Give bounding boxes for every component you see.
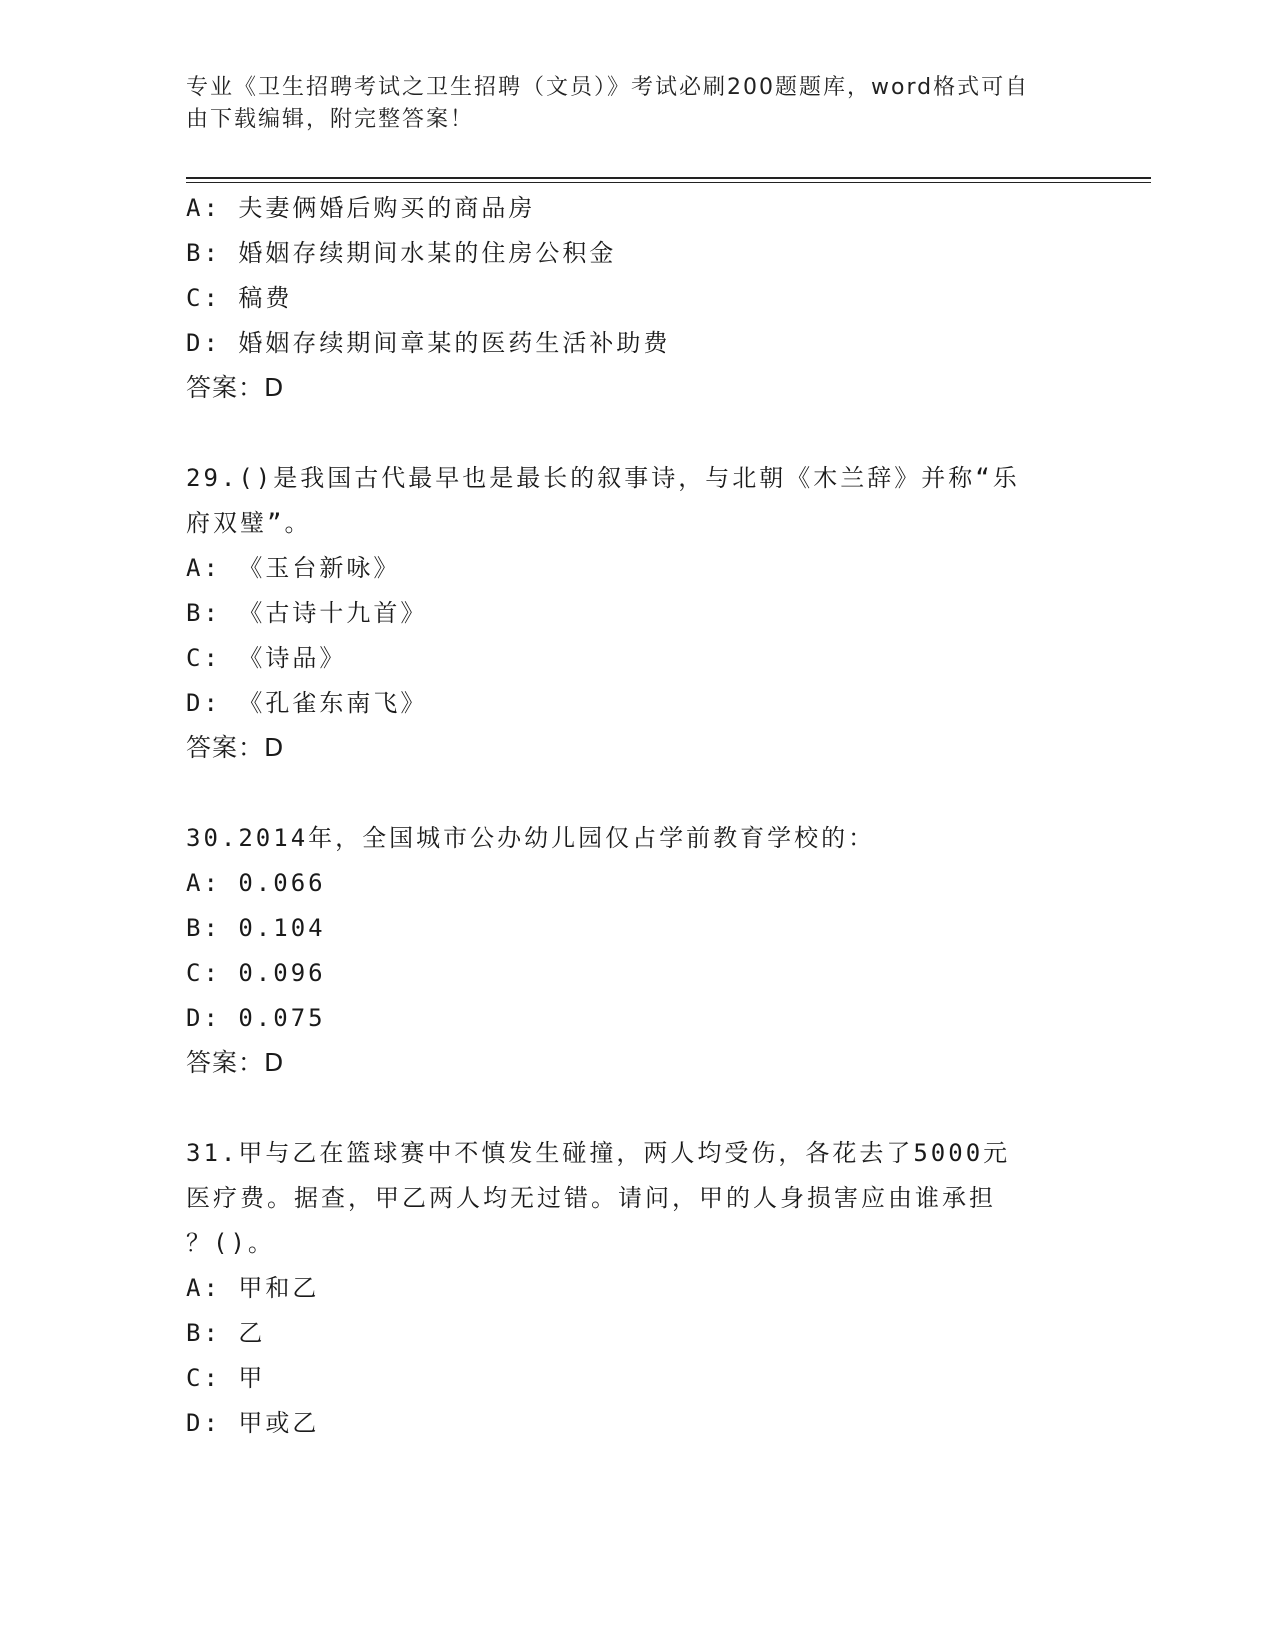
q28-option-c: C: 稿费 (186, 284, 293, 312)
q28-answer: 答案：D (186, 373, 285, 402)
q28-option-b: B: 婚姻存续期间水某的住房公积金 (186, 239, 617, 267)
q29-option-a: A: 《玉台新咏》 (186, 554, 401, 582)
header-line-2: 由下载编辑，附完整答案！ (186, 107, 475, 132)
q31-option-d: D: 甲或乙 (186, 1409, 320, 1437)
q30-option-d: D: 0.075 (186, 1004, 326, 1032)
q29-stem-line-2: 府双璧”。 (186, 509, 312, 537)
q31-stem-line-1: 31.甲与乙在篮球赛中不慎发生碰撞，两人均受伤，各花去了5000元 (186, 1139, 1011, 1167)
q31-stem-line-3: ？()。 (186, 1229, 275, 1257)
q31-option-c: C: 甲 (186, 1364, 266, 1392)
q29-option-c: C: 《诗品》 (186, 644, 347, 672)
q30-option-b: B: 0.104 (186, 914, 326, 942)
q28-option-a: A: 夫妻俩婚后购买的商品房 (186, 194, 536, 222)
q30-option-c: C: 0.096 (186, 959, 326, 987)
q31-stem-line-2: 医疗费。据查，甲乙两人均无过错。请问，甲的人身损害应由谁承担 (186, 1184, 996, 1212)
q30-stem-line-1: 30.2014年，全国城市公办幼儿园仅占学前教育学校的： (186, 824, 876, 852)
q31-option-b: B: 乙 (186, 1319, 266, 1347)
q29-option-d: D: 《孔雀东南飞》 (186, 689, 428, 717)
q31-option-a: A: 甲和乙 (186, 1274, 320, 1302)
header-line-1: 专业《卫生招聘考试之卫生招聘（文员）》考试必刷200题题库，word格式可自 (186, 75, 1030, 100)
document-header (186, 72, 1066, 136)
header-divider-thick (186, 177, 1151, 179)
q29-answer: 答案：D (186, 733, 285, 762)
header-divider-thin (186, 182, 1151, 183)
q30-answer: 答案：D (186, 1048, 285, 1077)
q30-option-a: A: 0.066 (186, 869, 326, 897)
q29-option-b: B: 《古诗十九首》 (186, 599, 428, 627)
q29-stem-line-1: 29.()是我国古代最早也是最长的叙事诗，与北朝《木兰辞》并称“乐 (186, 464, 1020, 492)
q28-option-d: D: 婚姻存续期间章某的医药生活补助费 (186, 329, 671, 357)
